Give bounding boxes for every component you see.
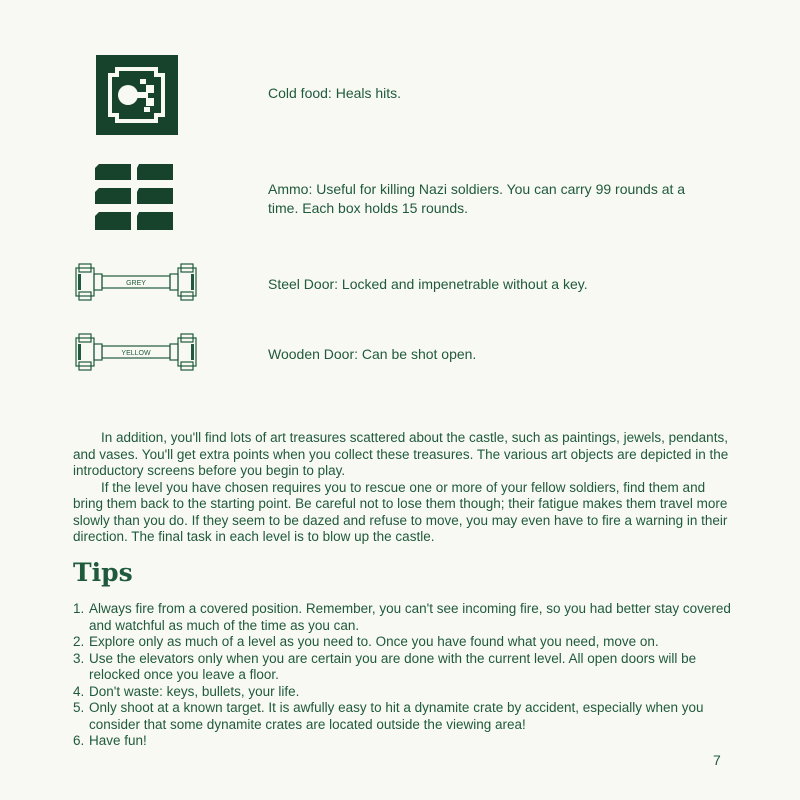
tip-text: Always fire from a covered position. Remember, you can't see incoming fire, so you had better stay covered and watchful as much of the time as you can. (89, 601, 731, 633)
steel-door-label: GREY (126, 280, 146, 287)
tip-number: 1. (73, 601, 85, 616)
tip-text: Explore only as much of a level as you need to. Once you have found what you need, move on. (89, 634, 659, 649)
tip-item (73, 684, 733, 701)
cold-food-description: Cold food: Heals hits. (268, 85, 402, 101)
tip-number: 5. (73, 700, 85, 715)
tips-list (73, 601, 733, 750)
ammo-icon (95, 160, 177, 241)
tip-number: 3. (73, 650, 85, 666)
tip-number: 4. (73, 683, 85, 699)
steel-door-icon (74, 262, 198, 307)
tips-heading: Tips (73, 558, 133, 587)
tip-item (73, 634, 733, 651)
tip-number: 6. (73, 733, 85, 748)
paragraph-treasures: In addition, you'll find lots of art treasures scattered about the castle, such as paintings, jewels, pendants, and vases. You'll get extra points when you collect these treasures. The various art objects are depicted in the introductory screens before you begin to play. (73, 430, 729, 478)
tip-item (73, 601, 733, 634)
paragraph-rescue: If the level you have chosen requires you to rescue one or more of your fellow soldiers, find them and bring them back to the starting point. Be careful not to lose them though; their fatigue makes them travel more slowly than you do. If they seem to be dazed and refuse to move, you may even have to fire a warning in their direction. The final task in each level is to blow up the castle. (73, 479, 728, 544)
wooden-door-icon (74, 332, 198, 377)
tip-item (73, 700, 733, 733)
page-number: 7 (713, 752, 721, 768)
ammo-description: Ammo: Useful for killing Nazi soldiers. You can carry 99 rounds at a time. Each box holds 15 rounds. (268, 181, 686, 216)
tip-number: 2. (73, 634, 85, 649)
tip-text: Don't waste: keys, bullets, your life. (89, 683, 300, 699)
wooden-door-description: Wooden Door: Can be shot open. (268, 346, 477, 362)
tip-item (73, 651, 733, 684)
wooden-door-label: YELLOW (121, 350, 151, 357)
tip-item (73, 733, 733, 750)
steel-door-description: Steel Door: Locked and impenetrable without a key. (268, 276, 588, 292)
tip-text: Only shoot at a known target. It is awfully easy to hit a dynamite crate by accident, especially when you consider that some dynamite crates are located outside the viewing area! (89, 700, 704, 732)
cold-food-icon (96, 55, 178, 140)
tip-text: Use the elevators only when you are certain you are done with the current level. All open doors will be relocked once you leave a floor. (89, 650, 697, 682)
tip-text: Have fun! (89, 733, 147, 748)
body-text (73, 430, 733, 546)
